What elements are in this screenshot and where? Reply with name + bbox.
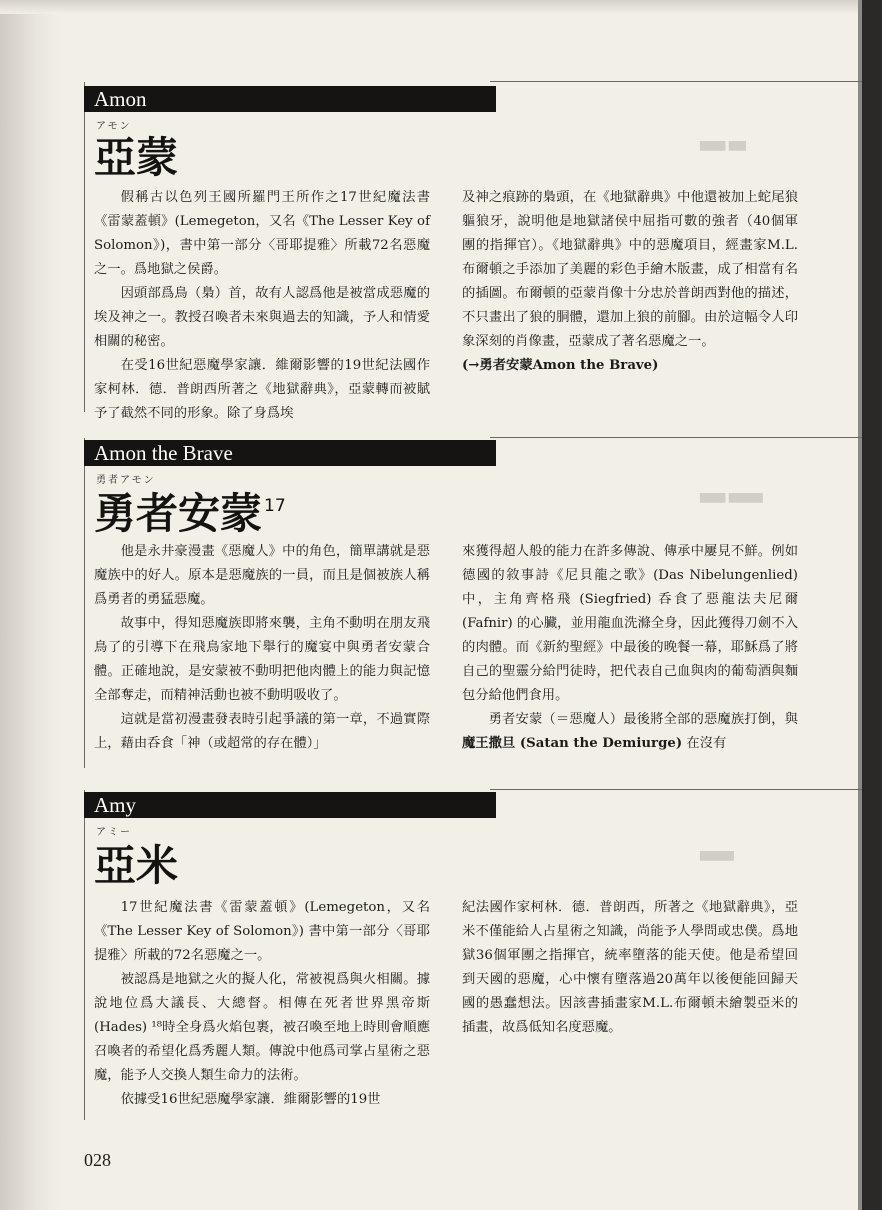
paragraph: 在受16世紀惡魔學家讓．維爾影響的19世紀法國作家柯林．德．普朗西所著之《地獄辭典》，亞蒙轉而被賦予了截然不同的形象。除了身爲埃: [94, 358, 430, 421]
book-spine: [862, 0, 882, 1210]
paragraph: 被認爲是地獄之火的擬人化，常被視爲與火相關。據說地位爲大議長、大總督。相傳在死者世界黑帝斯 (Hades) ¹⁸時全身爲火焰包裹，被召喚至地上時則會順應召喚者的希望化爲秀麗人類。傳說中他爲司掌占星術之惡魔，能予人交換人類生命力的法術。: [94, 972, 430, 1083]
entry-right-column: [462, 186, 798, 378]
paragraph: 故事中，得知惡魔族即將來襲，主角不動明在朋友飛鳥了的引導下在飛鳥家地下舉行的魔宴中與勇者安蒙合體。正確地說，是安蒙被不動明把他肉體上的能力與記憶全部奪走，而精神活動也被不動明吸收了。: [94, 616, 430, 703]
page-binding-shadow: [0, 0, 62, 1210]
bleed-through-mark: ▆▆▆▆: [700, 848, 734, 861]
entry-left-column: [94, 540, 430, 756]
entry-header-bar: Amon the Brave: [84, 440, 496, 466]
page-number: 028: [84, 1150, 111, 1170]
entry-title: 亞米: [94, 841, 179, 890]
paragraph: 假稱古以色列王國所羅門王所作之17世紀魔法書《雷蒙蓋頓》(Lemegeton，又名《The Lesser Key of Solomon》)，書中第一部分〈哥耶提雅〉所載72名惡魔之一。爲地獄之侯爵。: [94, 190, 430, 277]
paragraph: 來獲得超人般的能力在許多傳說、傳承中屢見不鮮。例如德國的敘事詩《尼貝龍之歌》(Das Nibelungenlied) 中，主角齊格飛 (Siegfried) 呑食了惡龍法夫尼爾 (Fafnir) 的心臟，並用龍血洗滌全身，因此獲得刀劍不入的肉體。而《新約聖經》中最後的晚餐一幕，耶穌爲了將自己的聖靈分給門徒時，把代表自己血與肉的葡萄酒與麵包分給他們食用。: [462, 544, 798, 703]
bleed-through-mark: ▆▆▆ ▆▆▆▆: [700, 490, 763, 503]
section-rule: [490, 81, 862, 82]
entry-kana: アモン: [96, 121, 132, 132]
cross-reference: 魔王撒旦 (Satan the Demiurge): [462, 736, 683, 751]
entry-kana: 勇者アモン: [96, 475, 156, 486]
paragraph: 他是永井豪漫畫《惡魔人》中的角色，簡單講就是惡魔族中的好人。原本是惡魔族的一員，而且是個被族人稱爲勇者的勇猛惡魔。: [94, 544, 430, 607]
entry-amon: [84, 86, 860, 421]
entry-title: 亞蒙: [94, 133, 179, 182]
entry-title: 勇者安蒙 $^{17}$: [94, 489, 286, 538]
bleed-through-mark: ▆▆▆ ▆▆: [700, 138, 746, 151]
entry-header-bar: Amon: [84, 86, 496, 112]
paragraph: 勇者安蒙（＝惡魔人）最後將全部的惡魔族打倒，與魔王撒旦 (Satan the Demiurge) 在沒有: [462, 712, 798, 751]
paragraph: 因頭部爲鳥（梟）首，故有人認爲他是被當成惡魔的埃及神之一。教授召喚者未來與過去的知識，予人和情愛相關的秘密。: [94, 286, 430, 349]
entry-right-column: [462, 540, 798, 756]
cross-reference: (→勇者安蒙Amon the Brave): [462, 358, 659, 373]
paragraph: 17世紀魔法書《雷蒙蓋頓》(Lemegeton，又名《The Lesser Key of Solomon》) 書中第一部分〈哥耶提雅〉所載的72名惡魔之一。: [94, 900, 430, 963]
entry-amy: [84, 792, 860, 1122]
footnote-marker: 17: [264, 496, 286, 516]
entry-right-column: [462, 896, 798, 1040]
entry-amon-the-brave: [84, 440, 860, 770]
paragraph: 依據受16世紀惡魔學家讓．維爾影響的19世: [120, 1092, 381, 1107]
entry-left-column: [94, 186, 430, 426]
entry-kana: アミー: [96, 827, 132, 838]
entry-header-bar: Amy: [84, 792, 496, 818]
paragraph: 這就是當初漫畫發表時引起爭議的第一章，不過實際上，藉由呑食「神（或超常的存在體）」: [94, 712, 430, 751]
paragraph: 紀法國作家柯林．德．普朗西，所著之《地獄辭典》，亞米不僅能給人占星術之知識，尚能予人學問或忠僕。爲地獄36個軍團之指揮官，統率墮落的能天使。他是希望回到天國的惡魔，心中懷有墮落過20萬年以後便能回歸天國的愚蠢想法。因該書插畫家M.L.布爾頓未繪製亞米的插畫，故爲低知名度惡魔。: [462, 900, 798, 1035]
page-top-edge: [0, 0, 882, 14]
entry-left-column: [94, 896, 430, 1112]
paragraph: 及神之痕跡的梟頭，在《地獄辭典》中他還被加上蛇尾狼軀狼牙，說明他是地獄諸侯中屈指可數的強者（40個軍團的指揮官）。《地獄辭典》中的惡魔項目，經畫家M.L.布爾頓之手添加了美麗的彩色手繪木版畫，成了相當有名的插圖。布爾頓的亞蒙肖像十分忠於普朗西對他的描述，不只畫出了狼的胴體，還加上狼的前腳。由於這幅令人印象深刻的肖像畫，亞蒙成了著名惡魔之一。: [462, 190, 798, 349]
section-rule: [490, 437, 862, 438]
section-rule: [490, 789, 862, 790]
